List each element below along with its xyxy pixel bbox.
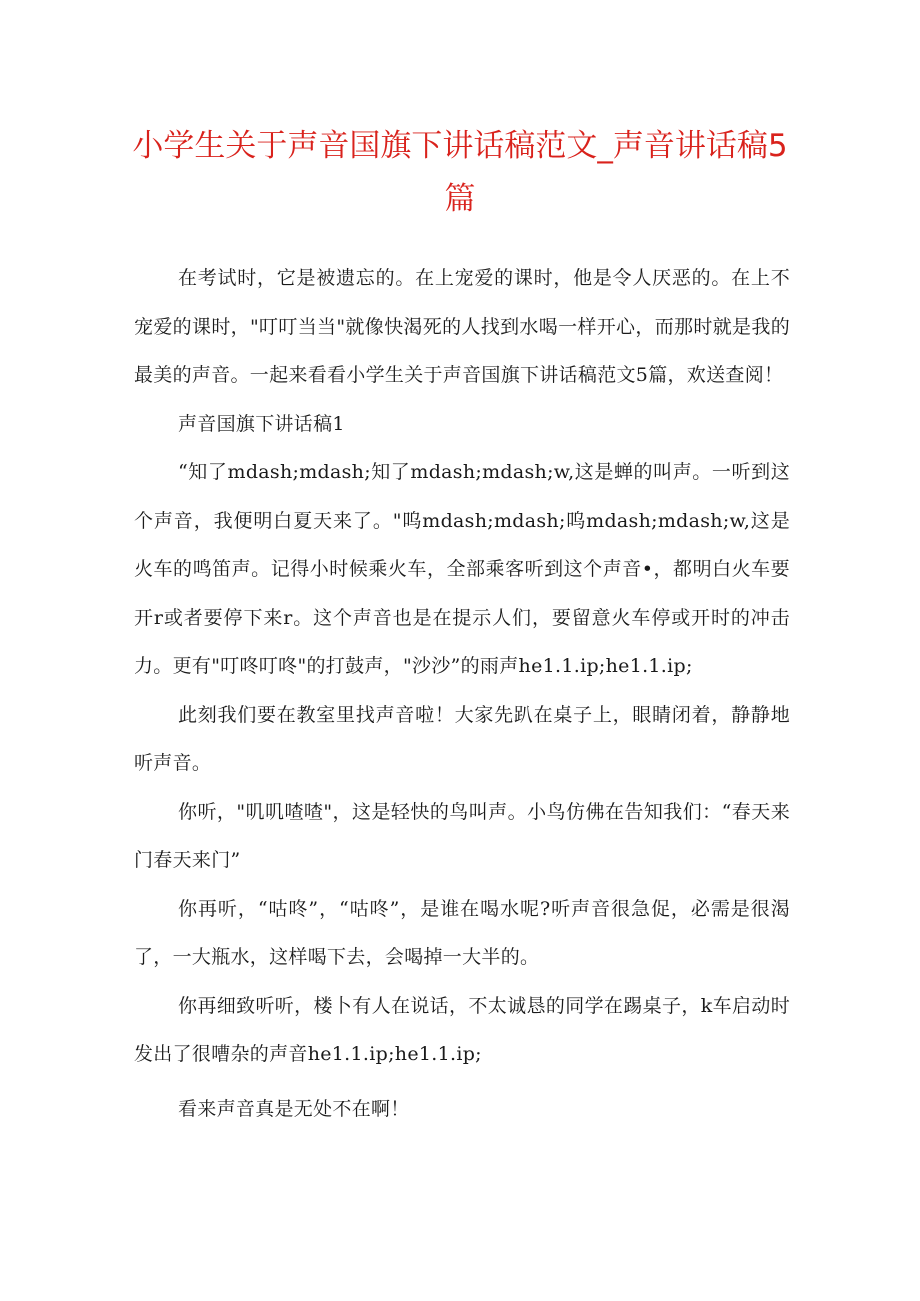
document-body bbox=[134, 254, 790, 1133]
body-paragraph-classroom: 此刻我们要在教室里找声音啦！大家先趴在桌子上，眼睛闭着，静静地听声音。 bbox=[134, 703, 790, 774]
body-paragraph-cicada: “知了mdash;mdash;知了mdash;mdash;w,这是蝉的叫声。一听到这个声音，我便明白夏天来了。"呜mdash;mdash;呜mdash;mdash;w,这是火车的鸣笛声。记得小时候乘火车，全部乘客听到这个声音•，都明白火车要开r或者要停下来r。这个声音也是在提示人们，要留意火车停或开时的冲击力。更有"叮咚叮咚"的打鼓声，"沙沙”的雨声he1.1.ip;he1.1.ip; bbox=[134, 461, 790, 677]
body-paragraph-downstairs: 你再细致听听，楼卜有人在说话，不太诚恳的同学在踢桌子，k车启动时发出了很嘈杂的声音he1.1.ip;he1.1.ip; bbox=[134, 994, 790, 1065]
document-title: 小学生关于声音国旗下讲话稿范文_声音讲话稿5篇 bbox=[132, 128, 788, 217]
intro-paragraph: 在考试时，它是被遗忘的。在上宠爱的课时，他是令人厌恶的。在上不宠爱的课时，"叮叮当当"就像快渴死的人找到水喝一样开心，而那时就是我的最美的声音。一起来看看小学生关于声音国旗下讲话稿范文5篇，欢送查阅！ bbox=[134, 267, 790, 386]
closing-paragraph: 看来声音真是无处不在啊！ bbox=[178, 1097, 410, 1120]
section-heading: 声音国旗下讲话稿1 bbox=[178, 412, 345, 435]
body-paragraph-birds: 你听，"叽叽喳喳"，这是轻快的鸟叫声。小鸟仿佛在告知我们：“春天来门春天来门” bbox=[134, 800, 790, 871]
body-paragraph-drinking: 你再听，“咕咚”，“咕咚”，是谁在喝水呢?听声音很急促，必需是很渴了，一大瓶水，这样喝下去，会喝掉一大半的。 bbox=[134, 897, 790, 968]
